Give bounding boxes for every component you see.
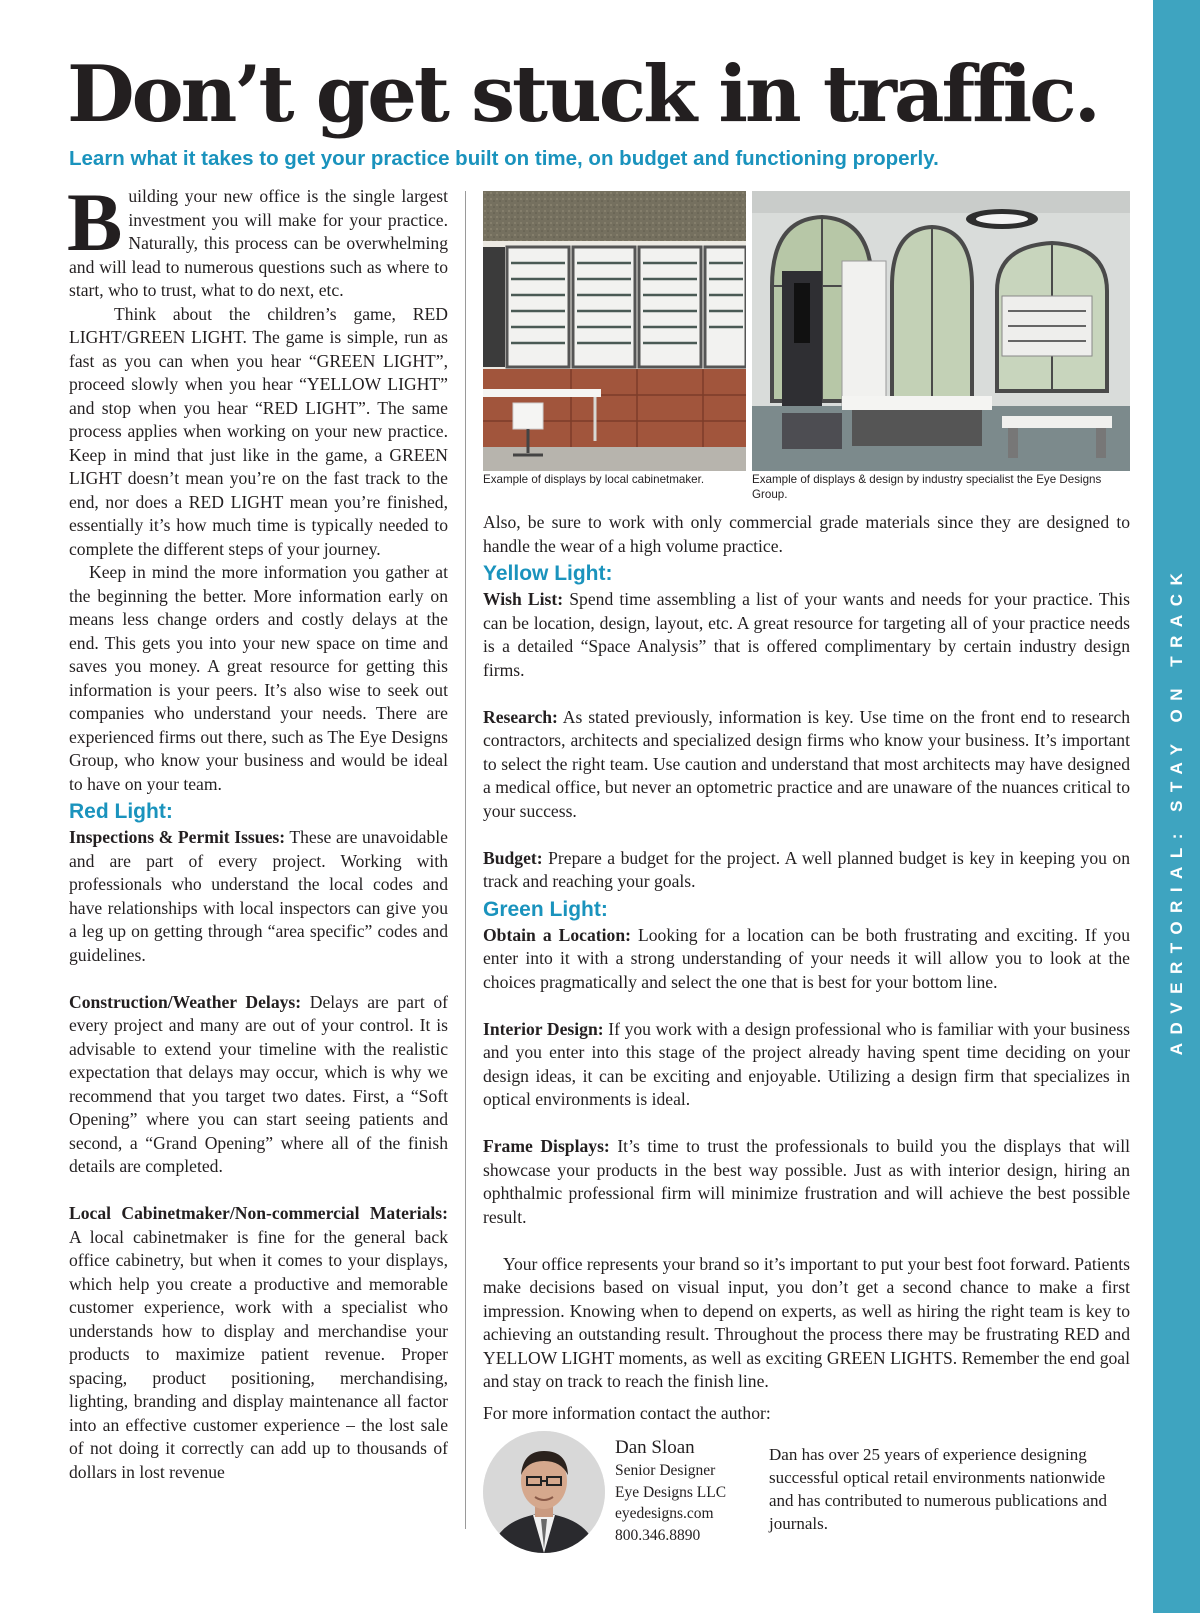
photo-caption-right: Example of displays & design by industry specialist the Eye Designs Group. (752, 473, 1102, 501)
contact-intro: For more information contact the author: (483, 1402, 771, 1423)
subheadline: Learn what it takes to get your practice built on time, on budget and functioning properly. (69, 147, 939, 170)
photo-caption-left: Example of displays by local cabinetmaker. (483, 473, 705, 486)
green-light-heading: Green Light: (483, 897, 608, 921)
closing-paragraph: Your office represents your brand so it’s important to put your best foot forward. Patients make decisions based on visual input, you don’t get a second chance to make a first impression. Knowing when to depend on experts, as well as hiring the right team is key to achieving an outstanding result. Throughout the process there may be frustrating RED and YELLOW LIGHT moments, as well as exciting GREEN LIGHTS. Remember the end goal and stay on track to reach the finish line. (483, 1253, 1130, 1391)
left-column (67, 176, 448, 1484)
author-avatar (483, 1431, 605, 1553)
advertorial-sidebar (1153, 0, 1200, 1613)
author-name: Dan Sloan (615, 1437, 695, 1458)
author-phone[interactable]: 800.346.8890 (615, 1526, 701, 1544)
author-bio: Dan has over 25 years of experience designing successful optical retail environments nationwide and has contributed to numerous publications and journals. (769, 1445, 1108, 1533)
headline: Don’t get stuck in traffic. (67, 49, 1098, 140)
paragraph: Keep in mind the more information you gather at the beginning the better. More information early on means less change orders and costly delays at the end. This gets you into your new space on time and saves you money. A great resource for getting this information is your peers. It’s also wise to seek out companies who understand your needs. There are experienced firms out there, such as The Eye Designs Group, who know your business and would be ideal to have on your team. (69, 562, 448, 794)
author-contact (615, 1436, 726, 1546)
intro-paragraph: Building your new office is the single largest investment you will make for your practice. Naturally, this process can be overwhelming and will lead to numerous questions such as where to start, who to trust, what to do next, etc. (67, 176, 448, 300)
paragraph: Think about the children’s game, RED LIGHT/GREEN LIGHT. The game is simple, run as fast as you can when you hear “GREEN LIGHT”, proceed slowly when you hear “YELLOW LIGHT” and stop when you hear “RED LIGHT”. The same process applies when working on your new practice. Keep in mind that just like in the game, a GREEN LIGHT doesn’t mean you’re on the fast track to the end, nor does a RED LIGHT mean you’re finished, essentially it’s how much time is typically needed to complete the different steps of your journey. (69, 303, 448, 559)
red-light-item: Construction/Weather Delays: Delays are part of every project and many are out of your control. It is advisable to extend your timeline with the realistic expectation that delays may occur, which is why we recommend that you target two dates. First, a “Soft Opening” where you can start seeing patients and second, a “Grand Opening” where all of the finish details are completed. (69, 991, 448, 1176)
yellow-light-item: Budget: Prepare a budget for the project. A well planned budget is key in keeping you on track and reaching your goals. (483, 847, 1130, 891)
specialist-display-photo (752, 191, 1130, 471)
green-light-item: Frame Displays: It’s time to trust the professionals to build you the displays that will showcase your products in the best way possible. Just as with interior design, hiring an ophthalmic professional firm will minimize frustration and will achieve the best possible result. (483, 1136, 1130, 1227)
yellow-light-heading: Yellow Light: (483, 562, 613, 585)
green-light-item: Interior Design: If you work with a design professional who is familiar with your business and you enter into this stage of the project already having spent time deciding on your design ideas, it can be exciting and enjoyable. Utilizing a design firm that specializes in optical environments is ideal. (483, 1018, 1130, 1109)
author-company: Eye Designs LLC (615, 1483, 727, 1501)
red-light-item: Local Cabinetmaker/Non-commercial Materials: A local cabinetmaker is fine for the general back office cabinetry, but when it comes to your displays, which help you create a productive and memorable customer experience, work with a specialist who understands how to display and merchandise your products to maximize patient revenue. Proper spacing, product positioning, merchandising, lighting, branding and display maintenance all factor into an effective customer experience – the lost sale of not doing it correctly can add up to thousands of dollars in lost revenue (69, 1203, 448, 1482)
red-light-heading: Red Light: (69, 800, 173, 823)
author-block (483, 1431, 1130, 1561)
sidebar-label: ADVERTORIAL: STAY ON TRACK (1166, 564, 1186, 1056)
column-divider (465, 191, 466, 1529)
cabinetmaker-display-photo (483, 191, 746, 471)
yellow-light-item: Wish List: Spend time assembling a list of your wants and needs for your practice. This can be location, design, layout, etc. A great resource for targeting all of your practice needs is a detailed “Space Analysis” that is offered complimentary by certain industry design firms. (483, 589, 1130, 680)
yellow-light-item: Research: As stated previously, information is key. Use time on the front end to research contractors, architects and specialized design firms who know your business. It’s important to select the right team. Use caution and understand that most architects may have designed a medical office, but never an optometric practice and are unaware of the nuances critical to your success. (483, 706, 1130, 821)
author-role: Senior Designer (615, 1462, 716, 1479)
paragraph: Also, be sure to work with only commercial grade materials since they are designed to handle the wear of a high volume practice. (483, 512, 1130, 556)
author-website[interactable]: eyedesigns.com (615, 1505, 714, 1522)
green-light-item: Obtain a Location: Looking for a location can be both frustrating and exciting. If you enter into it with a strong understanding of your needs it will allow you to look at the choices pragmatically and select the one that is best for your bottom line. (483, 924, 1130, 992)
photo-row (483, 191, 1130, 501)
red-light-item: Inspections & Permit Issues: These are unavoidable and are part of every project. Working with professionals who understand the local codes and have relationships with local inspectors can give you a leg up on getting through “area specific” codes and guidelines. (69, 827, 448, 965)
right-column (483, 191, 1130, 1561)
drop-cap: B (67, 176, 123, 268)
